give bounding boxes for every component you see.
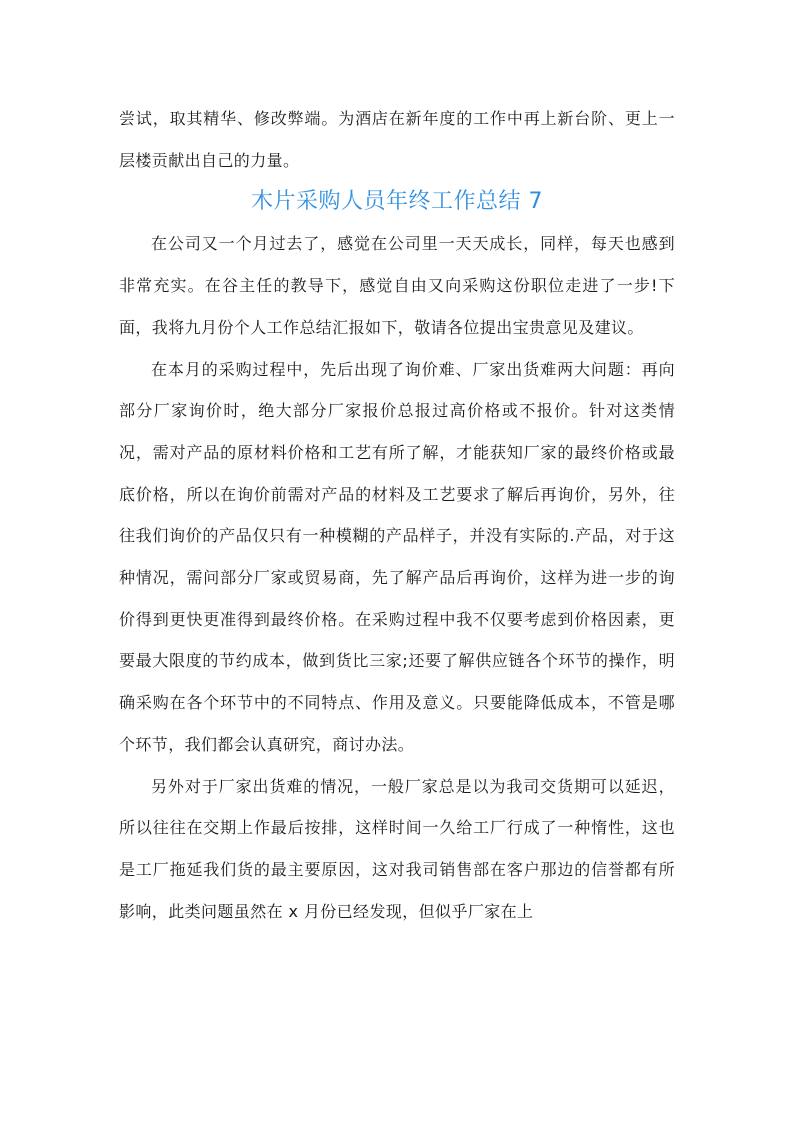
body-paragraph-3: 另外对于厂家出货难的情况，一般厂家总是以为我司交货期可以延迟，所以往往在交期上作最后按排，这样时间一久给工厂行成了一种惰性，这也是工厂拖延我们货的最主要原因，这对我司销售部在客户那边的信誉都有所影响，此类问题虽然在 x 月份已经发现，但似乎厂家在上: [119, 776, 675, 921]
section-title: 木片采购人员年终工作总结 7: [251, 189, 543, 215]
intro-paragraph: 尝试，取其精华、修改弊端。为酒店在新年度的工作中再上新台阶、更上一层楼贡献出自己的力量。: [119, 109, 675, 170]
document-body: [119, 98, 675, 932]
body-paragraph-2: 在本月的采购过程中，先后出现了询价难、厂家出货难两大问题：再向部分厂家询价时，绝大部分厂家报价总报过高价格或不报价。针对这类情况，需对产品的原材料价格和工艺有所了解，才能获知厂家的最终价格或最底价格，所以在询价前需对产品的材料及工艺要求了解后再询价，另外，往往我们询价的产品仅只有一种模糊的产品样子，并没有实际的.产品，对于这种情况，需问部分厂家或贸易商，先了解产品后再询价，这样为进一步的询价得到更快更准得到最终价格。在采购过程中我不仅要考虑到价格因素，更要最大限度的节约成本，做到货比三家;还要了解供应链各个环节的操作，明确采购在各个环节中的不同特点、作用及意义。只要能降低成本，不管是哪个环节，我们都会认真研究，商讨办法。: [119, 359, 675, 754]
body-paragraph-1: 在公司又一个月过去了，感觉在公司里一天天成长，同样，每天也感到非常充实。在谷主任的教导下，感觉自由又向采购这份职位走进了一步!下面，我将九月份个人工作总结汇报如下，敬请各位提出宝贵意见及建议。: [119, 234, 675, 337]
